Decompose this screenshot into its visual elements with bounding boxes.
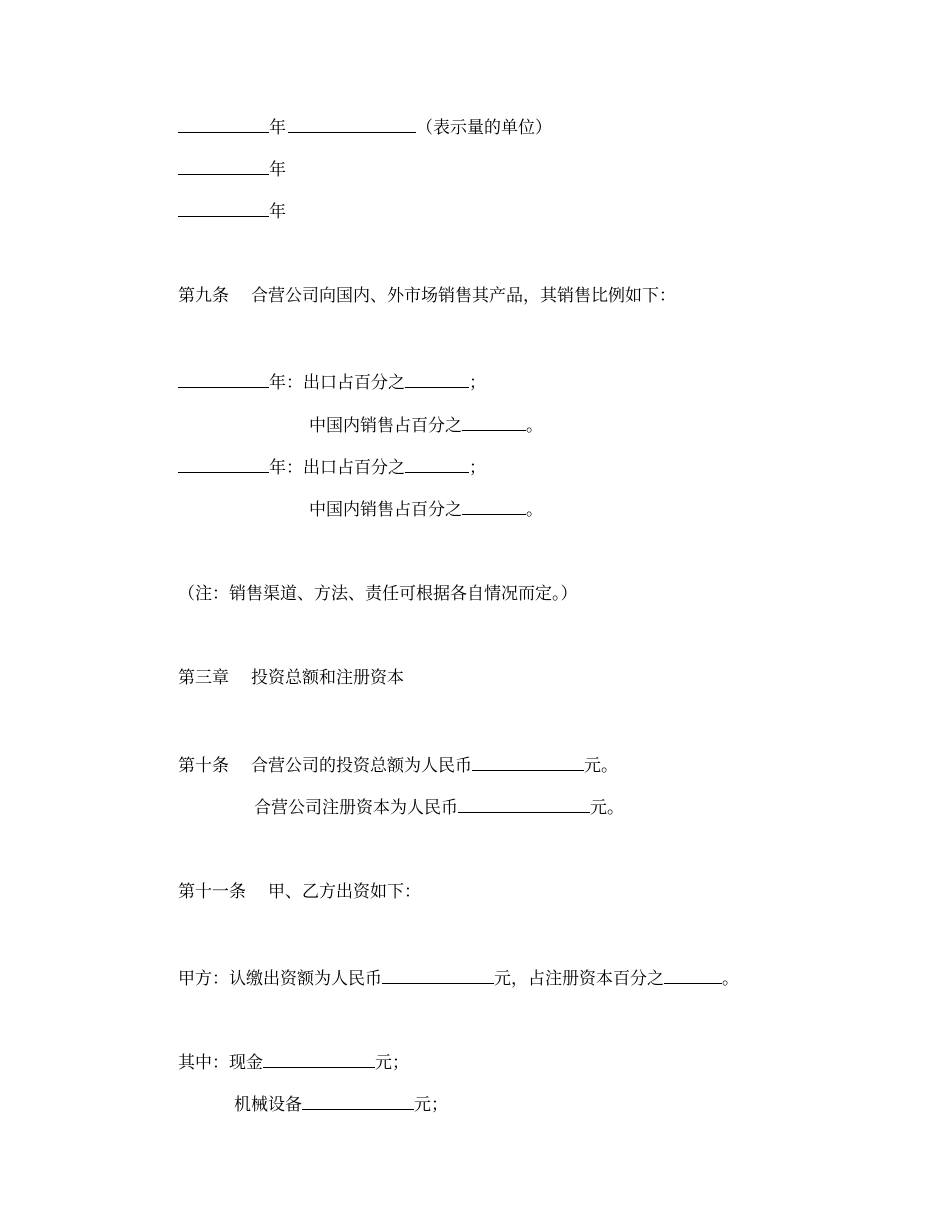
blank-party-a-amount[interactable] [382,966,494,984]
year-suffix: 年： [269,373,303,393]
party-a-label: 甲方：认缴出资额为人民币 [178,969,382,989]
unit-note: （表示量的单位） [416,118,552,138]
sales-note: （注：销售渠道、方法、责任可根据各自情况而定。） [178,584,578,604]
blank-party-a-percent[interactable] [664,966,722,984]
cash-label: 其中：现金 [178,1053,263,1073]
equipment-label: 机械设备 [234,1095,302,1115]
article-10-line-2 [254,795,624,819]
cash-end: 元； [375,1053,409,1073]
blank-export-percent[interactable] [405,370,469,388]
blank-equipment-amount[interactable] [302,1092,414,1110]
year-label: 年 [269,202,286,222]
party-a-end: 。 [722,969,739,989]
year-line-1 [178,115,552,139]
year-label: 年 [269,160,286,180]
year-label: 年 [269,118,286,138]
blank-cash-amount[interactable] [263,1050,375,1068]
blank-year-field[interactable] [178,115,269,133]
article-text: 甲、乙方出资如下： [268,882,421,902]
equipment-end: 元； [414,1095,448,1115]
domestic-label: 中国内销售占百分之 [309,416,462,436]
registered-capital-unit: 元。 [590,798,624,818]
year-line-3 [178,199,286,223]
registered-capital-label: 合营公司注册资本为人民币 [254,798,458,818]
blank-export-percent[interactable] [405,455,469,473]
chapter-text: 投资总额和注册资本 [251,668,404,688]
domestic-label: 中国内销售占百分之 [309,500,462,520]
cash-line [178,1050,409,1074]
export-label: 出口占百分之 [303,458,405,478]
total-investment-label: 合营公司的投资总额为人民币 [251,756,472,776]
blank-year-field[interactable] [178,370,269,388]
domestic-line-1 [309,413,543,437]
party-a-mid: 元，占注册资本百分之 [494,969,664,989]
sales-year-2 [178,455,486,479]
party-a-line [178,966,739,990]
domestic-end: 。 [526,500,543,520]
chapter-title: 第三章 [178,668,229,688]
blank-year-field[interactable] [178,199,269,217]
blank-year-field[interactable] [178,157,269,175]
article-title: 第十条 [178,756,229,776]
article-11-heading [178,881,421,903]
year-suffix: 年： [269,458,303,478]
total-investment-unit: 元。 [584,756,618,776]
article-9-heading [178,285,676,307]
article-10-line-1 [178,753,618,777]
blank-quantity-field[interactable] [288,115,416,133]
chapter-3-heading [178,667,404,689]
equipment-line [234,1092,448,1116]
export-label: 出口占百分之 [303,373,405,393]
domestic-end: 。 [526,416,543,436]
blank-registered-capital[interactable] [458,795,590,813]
blank-year-field[interactable] [178,455,269,473]
sales-year-1 [178,370,486,394]
article-title: 第十一条 [178,882,246,902]
year-line-2 [178,157,286,181]
export-end: ； [469,373,486,393]
article-title: 第九条 [178,286,229,306]
article-text: 合营公司向国内、外市场销售其产品，其销售比例如下： [251,286,676,306]
blank-domestic-percent[interactable] [462,497,526,515]
domestic-line-2 [309,497,543,521]
blank-domestic-percent[interactable] [462,413,526,431]
export-end: ； [469,458,486,478]
blank-total-investment[interactable] [472,753,584,771]
